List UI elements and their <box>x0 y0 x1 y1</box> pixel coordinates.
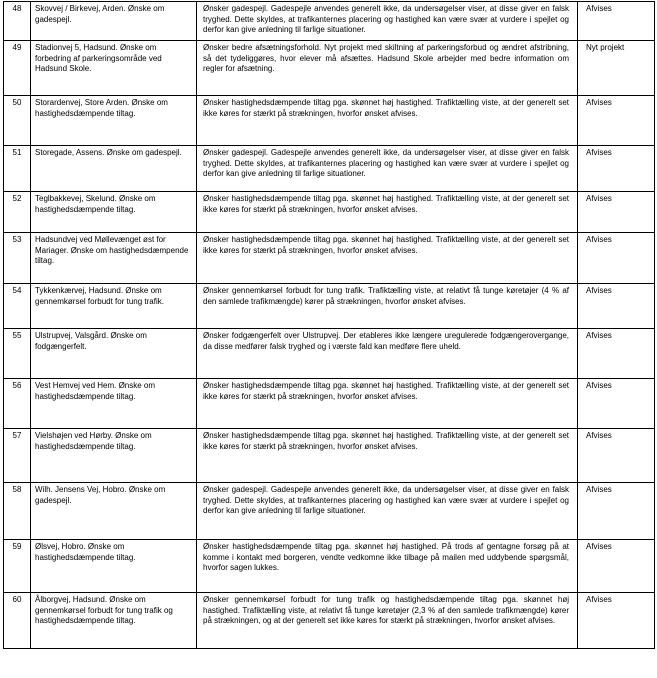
response-cell: Ønsker gadespejl. Gadespejle anvendes generelt ikke, da undersøgelser viser, at disse giver en falsk tryghed. Dette skyldes, at trafikanternes placering og hastighed kan være svær at vurdere i spejlet og derfor kan give anledning til farlige situationer. <box>197 146 578 192</box>
decision-cell: Afvises <box>578 2 655 41</box>
decision-cell: Afvises <box>578 593 655 649</box>
decision-cell: Afvises <box>578 284 655 329</box>
decision-cell: Afvises <box>578 429 655 483</box>
row-number-cell: 52 <box>4 192 31 233</box>
table-row <box>4 379 655 429</box>
table-row <box>4 41 655 96</box>
table-row <box>4 233 655 284</box>
response-cell: Ønsker bedre afsætningsforhold. Nyt projekt med skiltning af parkeringsforbud og ændret afstribning, så det tydeliggøres, hvor elever må afsættes. Hadsund Skole arbejder med bedre information om regler for afsætning. <box>197 41 578 96</box>
response-cell: Ønsker gennemkørsel forbudt for tung trafik og hastighedsdæmpende tiltag pga. skønnet høj hastighed. Trafiktælling viste, at relativt få tunge køretøjer (2,3 % af den samlede trafikmængde) kører på strækningen, og at der generelt set ikke køres for stærkt på strækningen, hvorfor ønsket afvises. <box>197 593 578 649</box>
decision-cell: Afvises <box>578 146 655 192</box>
request-cell: Hadsundvej ved Møllevænget øst for Mariager. Ønske om hastighedsdæmpende tiltag. <box>31 233 197 284</box>
response-cell: Ønsker hastighedsdæmpende tiltag pga. skønnet høj hastighed. Trafiktælling viste, at der generelt set ikke køres for stærkt på strækningen, hvorfor ønsket afvises. <box>197 233 578 284</box>
response-cell: Ønsker hastighedsdæmpende tiltag pga. skønnet høj hastighed. På trods af gentagne forsøg på at komme i kontakt med borgeren, vendte vedkomne ikke tilbage på mailen med uddybende spørgsmål, hvorfor sagen lukkes. <box>197 540 578 593</box>
table-row <box>4 284 655 329</box>
response-cell: Ønsker gadespejl. Gadespejle anvendes generelt ikke, da undersøgelser viser, at disse giver en falsk tryghed. Dette skyldes, at trafikanternes placering og hastighed kan være svær at vurdere i spejlet og derfor kan give anledning til farlige situationer. <box>197 2 578 41</box>
row-number-cell: 54 <box>4 284 31 329</box>
row-number-cell: 53 <box>4 233 31 284</box>
decision-cell: Afvises <box>578 96 655 146</box>
row-number-cell: 60 <box>4 593 31 649</box>
request-cell: Tykkenkærvej, Hadsund. Ønske om gennemkørsel forbudt for tung trafik. <box>31 284 197 329</box>
table-row <box>4 483 655 540</box>
response-cell: Ønsker hastighedsdæmpende tiltag pga. skønnet høj hastighed. Trafiktælling viste, at der generelt set ikke køres for stærkt på strækningen, hvorfor ønsket afvises. <box>197 429 578 483</box>
response-cell: Ønsker gennemkørsel forbudt for tung trafik. Trafiktælling viste, at relativt få tunge køretøjer (4 % af den samlede trafikmængde) kører på strækningen, hvorfor ønsket afvises. <box>197 284 578 329</box>
row-number-cell: 55 <box>4 329 31 379</box>
request-cell: Ålborgvej, Hadsund. Ønske om gennemkørsel forbudt for tung trafik og hastighedsdæmpende tiltag. <box>31 593 197 649</box>
request-cell: Vielshøjen ved Hørby. Ønske om hastighedsdæmpende tiltag. <box>31 429 197 483</box>
response-cell: Ønsker hastighedsdæmpende tiltag pga. skønnet høj hastighed. Trafiktælling viste, at der generelt set ikke køres for stærkt på strækningen, hvorfor ønsket afvises. <box>197 192 578 233</box>
request-cell: Skovvej / Birkevej, Arden. Ønske om gadespejl. <box>31 2 197 41</box>
row-number-cell: 56 <box>4 379 31 429</box>
table-body <box>4 2 655 649</box>
table-row <box>4 593 655 649</box>
decision-cell: Nyt projekt <box>578 41 655 96</box>
request-cell: Wilh. Jensens Vej, Hobro. Ønske om gadespejl. <box>31 483 197 540</box>
row-number-cell: 58 <box>4 483 31 540</box>
decision-cell: Afvises <box>578 329 655 379</box>
request-cell: Ølsvej, Hobro. Ønske om hastighedsdæmpende tiltag. <box>31 540 197 593</box>
table-row <box>4 146 655 192</box>
decision-cell: Afvises <box>578 233 655 284</box>
row-number-cell: 50 <box>4 96 31 146</box>
table-row <box>4 192 655 233</box>
request-cell: Ulstrupvej, Valsgård. Ønske om fodgængerfelt. <box>31 329 197 379</box>
table-row <box>4 540 655 593</box>
row-number-cell: 57 <box>4 429 31 483</box>
response-cell: Ønsker fodgængerfelt over Ulstrupvej. Der etableres ikke længere uregulerede fodgængerovergange, da disse medfører falsk tryghed og i værste fald kan medføre flere uheld. <box>197 329 578 379</box>
decision-cell: Afvises <box>578 192 655 233</box>
table-row <box>4 329 655 379</box>
response-cell: Ønsker hastighedsdæmpende tiltag pga. skønnet høj hastighed. Trafiktælling viste, at der generelt set ikke køres for stærkt på strækningen, hvorfor ønsket afvises. <box>197 379 578 429</box>
request-cell: Vest Hemvej ved Hem. Ønske om hastighedsdæmpende tiltag. <box>31 379 197 429</box>
decision-cell: Afvises <box>578 540 655 593</box>
request-cell: Storegade, Assens. Ønske om gadespejl. <box>31 146 197 192</box>
response-cell: Ønsker gadespejl. Gadespejle anvendes generelt ikke, da undersøgelser viser, at disse giver en falsk tryghed. Dette skyldes, at trafikanternes placering og hastighed kan være svær at vurdere i spejlet og derfor kan give anledning til farlige situationer. <box>197 483 578 540</box>
row-number-cell: 59 <box>4 540 31 593</box>
traffic-requests-table <box>3 1 655 649</box>
row-number-cell: 49 <box>4 41 31 96</box>
table-row <box>4 2 655 41</box>
table-row <box>4 96 655 146</box>
table-row <box>4 429 655 483</box>
response-cell: Ønsker hastighedsdæmpende tiltag pga. skønnet høj hastighed. Trafiktælling viste, at der generelt set ikke køres for stærkt på strækningen, hvorfor ønsket afvises. <box>197 96 578 146</box>
decision-cell: Afvises <box>578 379 655 429</box>
request-cell: Stadionvej 5, Hadsund. Ønske om forbedring af parkeringsområde ved Hadsund Skole. <box>31 41 197 96</box>
request-cell: Teglbakkevej, Skelund. Ønske om hastighedsdæmpende tiltag. <box>31 192 197 233</box>
decision-cell: Afvises <box>578 483 655 540</box>
request-cell: Storardenvej, Store Arden. Ønske om hastighedsdæmpende tiltag. <box>31 96 197 146</box>
row-number-cell: 51 <box>4 146 31 192</box>
row-number-cell: 48 <box>4 2 31 41</box>
